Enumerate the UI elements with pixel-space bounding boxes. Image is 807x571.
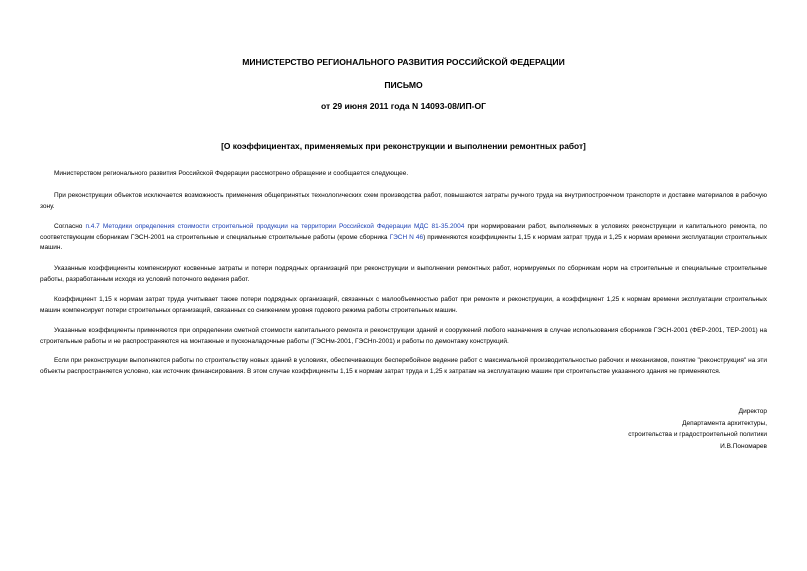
signature-position: Директор xyxy=(738,408,767,415)
document-date-number: от 29 июня 2011 года N 14093-08/ИП-ОГ xyxy=(320,101,487,111)
paragraph-1: Министерством регионального развития Российской Федерации рассмотрено обращение и сообщается следующее. xyxy=(54,170,409,177)
paragraph-3-text-pre: Согласно xyxy=(54,223,86,230)
document-type: ПИСЬМО xyxy=(384,80,423,90)
paragraph-4: Указанные коэффициенты компенсируют косвенные затраты и потери подрядных организаций при реконструкции и выполнении ремонтных работ, нормируемых по сборникам норм на строительные и специальные строительные работы, разработанным исходя из условий поточного ведения работ. xyxy=(40,265,767,283)
signature-department-cont: строительства и градостроительной политики xyxy=(628,431,767,438)
document-subject: [О коэффициентах, применяемых при реконструкции и выполнении ремонтных работ] xyxy=(221,141,586,151)
paragraph-5: Коэффициент 1,15 к нормам затрат труда учитывает также потери подрядных организаций, связанных с малообъемностью работ при ремонте и реконструкции, а коэффициент 1,25 к нормам времени эксплуатации строительных машин компенсирует потери строительных организаций, связанных со снижением уровня годового режима работы строительных машин. xyxy=(40,296,767,314)
gesn-46-link[interactable]: ГЭСН N 46 xyxy=(389,233,424,241)
paragraph-2: При реконструкции объектов исключается возможность применения общепринятых технологических схем производства работ, повышаются затраты ручного труда на внутрипостроечном транспорте и доставке материалов в рабочую зону. xyxy=(40,192,767,210)
signature-name: И.В.Пономарев xyxy=(720,442,767,450)
signature-department: Департамента архитектуры, xyxy=(682,419,767,427)
methodology-link[interactable]: п.4.7 Методики определения стоимости строительной продукции на территории Российской Федерации МДС 81-35.2004 xyxy=(85,223,465,230)
paragraph-3-text-post: ) применяются коэффициенты 1,15 к нормам затрат труда и 1,25 к нормам времени эксплуатации строительных машин. xyxy=(40,233,767,251)
paragraph-3 xyxy=(40,222,767,254)
paragraph-7: Если при реконструкции выполняются работы по строительству новых зданий в условиях, обеспечивающих бесперебойное ведение работ с максимальной производительностью рабочих и механизмов, понятие "реконструкция" на эти объекты распространяется условно, как источник финансирования. В этом случае коэффициенты 1,15 к нормам затрат труда и 1,25 к затратам на эксплуатацию машин при строительстве указанного здания не применяются. xyxy=(40,357,767,375)
ministry-title: МИНИСТЕРСТВО РЕГИОНАЛЬНОГО РАЗВИТИЯ РОССИЙСКОЙ ФЕДЕРАЦИИ xyxy=(242,57,565,67)
paragraph-3-text-mid: при нормировании работ, выполняемых в условиях реконструкции и капитального ремонта, по соответствующим сборникам ГЭСН-2001 на строительные и специальные строительные работы (кроме сборника xyxy=(40,223,767,241)
signature-block xyxy=(467,406,767,452)
paragraph-6: Указанные коэффициенты применяются при определении сметной стоимости капитального ремонта и реконструкции зданий и сооружений любого назначения в случае использования сборников ГЭСН-2001 (ФЕР-2001, ТЕР-2001) на строительные работы и не распространяются на монтажные и пусконаладочные работы (ГЭСНм-2001, ГЭСНп-2001) и работы по демонтажу конструкций. xyxy=(40,327,767,345)
